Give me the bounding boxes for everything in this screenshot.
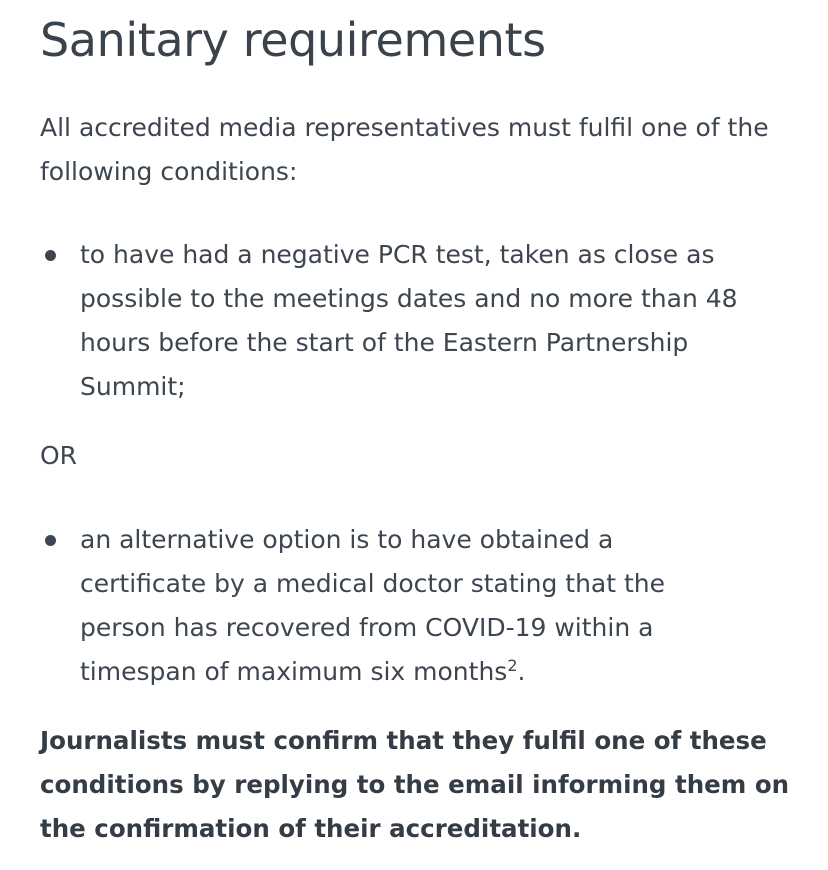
sentence-end: .	[517, 657, 526, 686]
intro-paragraph: All accredited media representatives must fulfil one of the following conditions:	[40, 113, 769, 186]
bullet-dot-icon	[45, 535, 56, 546]
bullet-dot-icon	[45, 250, 56, 261]
condition-recovery-certificate	[80, 518, 740, 694]
or-separator: OR	[40, 441, 78, 470]
footnote-reference[interactable]: 2	[507, 656, 518, 675]
confirmation-note: Journalists must confirm that they fulfil one of these conditions by replying to the email informing them on the confirmation of their accreditation.	[40, 726, 790, 843]
condition-recovery-text: an alternative option is to have obtained a certificate by a medical doctor stating that the person has recovered from COVID-19 within a timespan of maximum six months	[80, 525, 666, 686]
condition-pcr-test: to have had a negative PCR test, taken as close as possible to the meetings dates and no more than 48 hours before the start of the Eastern Partnership Summit;	[80, 240, 738, 401]
section-title: Sanitary requirements	[40, 13, 546, 67]
